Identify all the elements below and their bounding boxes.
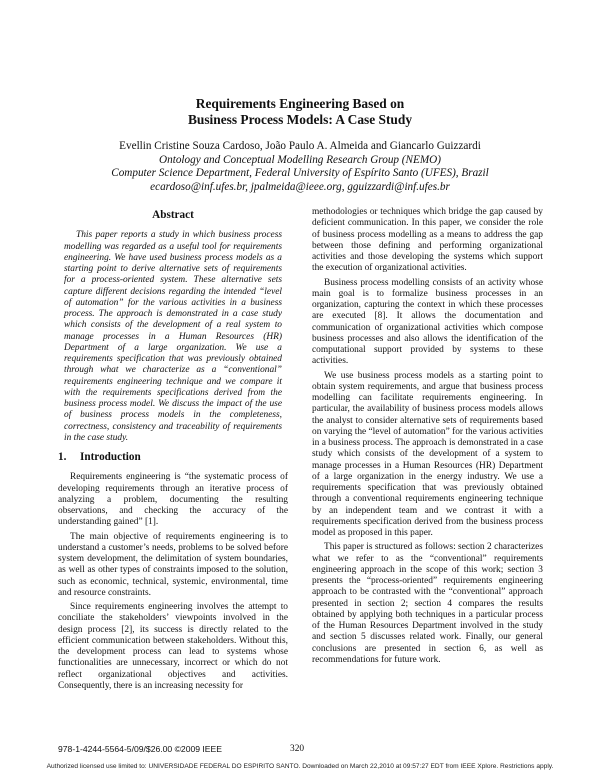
isbn-copyright: 978-1-4244-5564-5/09/$26.00 ©2009 IEEE: [58, 744, 223, 754]
author-emails: ecardoso@inf.ufes.br, jpalmeida@ieee.org, gguizzardi@inf.ufes.br: [150, 180, 450, 193]
intro-paragraph-1: Requirements engineering is “the systematic process of developing requirements through an iterative process of analyzing a problem, documenting the resulting observations, and checking the accuracy of the understanding gained” [1].: [58, 472, 288, 528]
paper-title: [90, 96, 510, 128]
abstract-text: This paper reports a study in which business process modelling was regarded as a useful tool for requirements engineering. We have used business process models as a starting point to derive alternative sets of requirements for a process-oriented system. These alternative sets capture different decisions regarding the intended “level of automation” for the various activities in a business process. The approach is demonstrated in a case study which consists of the development of a real system to manage processes in a Human Resources (HR) Department of a large organization. We use a requirements specification that was previously obtained through what we characterize as a “conventional” requirements engineering technique and we compare it with the requirements specifications derived from the business process model. We discuss the impact of the use of business process models in the completeness, correctness, consistency and traceability of requirements in the case study.: [64, 230, 282, 443]
right-paragraph-3: We use business process models as a starting point to obtain system requirements, and argue that business process modelling can facilitate requirements engineering. In particular, the availability of business process models allows the analyst to consider alternative sets of requirements based on varying the “level of automation” for the various activities in a business process. The approach is demonstrated in a case study which consists of the development of a system to manage processes in a Human Resources (HR) Department of a large organization in the energy industry. We use a requirements specification that was previously obtained through a conventional requirements engineering technique by an independent team and we contrast it with a requirements specification derived from the business process model as proposed in this paper.: [312, 370, 543, 538]
right-paragraph-4: This paper is structured as follows: section 2 characterizes what we refer to as the “conventional” requirements engineering approach in the scope of this work; section 3 presents the “process-oriented” requirements engineering approach to be contrasted with the “conventional” approach presented in section 2; section 4 compares the results obtained by applying both techniques in a particular process of the Human Resources Department involved in the study and section 5 discusses related work. Finally, our general conclusions are presented in section 6, as well as recommendations for future work.: [312, 542, 543, 665]
author-block: [60, 140, 540, 194]
left-column: [58, 210, 288, 695]
page-number: 320: [290, 744, 305, 754]
right-paragraph-2: Business process modelling consists of an activity whose main goal is to formalize business processes in an organization, capturing the context in which these processes are executed [8]. It allows the documentation and communication of organizational activities which compose business processes and also allows the identification of the computational support provided by systems to these activities.: [312, 277, 543, 367]
title-line-1: Requirements Engineering Based on: [195, 96, 405, 111]
title-line-2: Business Process Models: A Case Study: [187, 112, 413, 127]
license-notice: Authorized licensed use limited to: UNIVERSIDADE FEDERAL DO ESPIRITO SANTO. Downloaded on March 22,2010 at 09:57:27 EDT from IEEE Xplore. Restrictions apply.: [46, 763, 554, 770]
author-names: Evellin Cristine Souza Cardoso, João Paulo A. Almeida and Giancarlo Guizzardi: [119, 140, 481, 152]
affiliation-group: Ontology and Conceptual Modelling Research Group (NEMO): [159, 153, 441, 166]
abstract-heading: Abstract: [152, 209, 194, 221]
right-paragraph-1: methodologies or techniques which bridge the gap caused by deficient communication. In this paper, we consider the role of business process modelling as a means to address the gap between those defining and performing organizational activities and those developing the systems which support the execution of organizational activities.: [312, 207, 543, 274]
section-number: 1.: [58, 451, 67, 463]
affiliation-department: Computer Science Department, Federal University of Espírito Santo (UFES), Brazil: [111, 167, 489, 180]
intro-paragraph-3: Since requirements engineering involves the attempt to conciliate the stakeholders’ viewpoints involved in the design process [2], its success is directly related to the efficient communication between stakeholders. Without this, the development process can lead to systems whose functionalities are unnecessary, incorrect or which do not reflect organizational objectives and activities. Consequently, there is an increasing necessity for: [58, 602, 288, 691]
right-column: [312, 207, 543, 669]
section-1-heading: [58, 452, 288, 463]
section-title: Introduction: [80, 451, 141, 463]
intro-paragraph-2: The main objective of requirements engineering is to understand a customer’s needs, problems to be solved before system development, the delimitation of system boundaries, as well as other types of constraints imposed to the solution, such as economic, technical, systemic, environmental, time and resource constraints.: [58, 531, 288, 598]
